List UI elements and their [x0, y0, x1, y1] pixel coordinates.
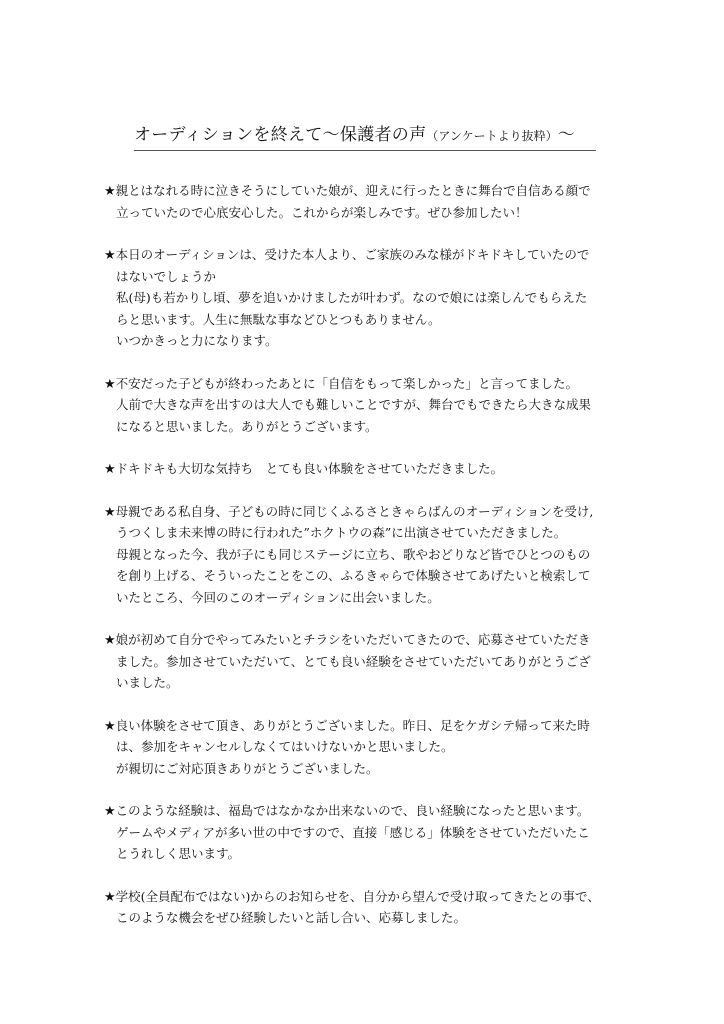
star-icon: ★: [104, 718, 116, 734]
comment-line: [104, 416, 644, 438]
comment-item: [104, 180, 644, 223]
comment-line: [104, 287, 644, 309]
star-icon: ★: [104, 462, 116, 477]
comment-text: 良い体験をさせて頂き、ありがとうございました。昨日、足をケガシテ帰って来た時: [115, 717, 590, 733]
comment-line: [104, 629, 644, 651]
comment-line: [104, 736, 644, 758]
comment-text: いつかきっと力になります。: [116, 333, 278, 348]
comment-text: いたところ、今回のこのオーディションに出会いました。: [116, 589, 440, 605]
comment-text: このような経験は、福島ではなかなか出来ないので、良い経験になったと思います。: [115, 803, 590, 818]
comment-text: 立っていたので心底安心した。これからが楽しみです。ぜひ参加したい！: [116, 204, 528, 220]
comment-item: [104, 629, 644, 694]
star-icon: ★: [104, 504, 116, 520]
page-title: [134, 120, 596, 151]
title-tail: 〜: [557, 125, 575, 145]
comment-text: とうれしく思います。: [116, 846, 241, 861]
comment-text: いました。: [116, 675, 179, 690]
comment-item: [104, 715, 644, 780]
comment-text: 本日のオーディションは、受けた本人より、ご家族のみな様がドキドキしていたので: [115, 247, 590, 262]
comment-line: [104, 907, 644, 929]
comment-line: [104, 651, 644, 673]
comment-line: [104, 458, 644, 480]
comment-text: 親とはなれる時に泣きそうにしていた娘が、迎えに行ったときに舞台で自信ある顔で: [115, 183, 591, 198]
comment-line: [104, 180, 644, 202]
comment-line: [104, 330, 644, 352]
comment-line: [104, 394, 644, 416]
comment-text: ました。参加させていただいて、とても良い経験をさせていただいてありがとうござ: [116, 653, 591, 669]
comment-text: 母親となった今、我が子にも同じステージに立ち、歌やおどりなど皆でひとつのもの: [116, 546, 591, 562]
comment-text: 不安だった子どもが終わったあとに「自信をもって楽しかった」と言ってました。: [115, 375, 579, 391]
star-icon: ★: [104, 376, 116, 392]
star-icon: ★: [104, 184, 116, 199]
comment-line: [104, 715, 644, 737]
comment-line: [104, 266, 644, 288]
comment-line: [104, 672, 644, 694]
star-icon: ★: [104, 889, 116, 905]
comment-line: [104, 800, 644, 822]
comment-item: [104, 886, 644, 929]
comment-text: になると思いました。ありがとうございます。: [116, 418, 378, 434]
comment-line: [104, 373, 644, 395]
comment-line: [104, 886, 644, 908]
comment-list: [104, 180, 644, 950]
comment-text: 人前で大きな声を出すのは大人でも難しいことですが、舞台でもできたら大きな成果: [116, 397, 592, 412]
comment-text: 娘が初めて自分でやってみたいとチラシをいただいてきたので、応募させていただき: [115, 632, 591, 647]
comment-item: [104, 800, 644, 865]
comment-text: うつくしま未来博の時に行われた”ホクトウの森”に出演させていただきました。: [116, 525, 567, 540]
comment-line: [104, 758, 644, 780]
star-icon: ★: [104, 248, 116, 263]
title-main: オーディションを終えて〜保護者の声: [134, 125, 427, 145]
star-icon: ★: [104, 633, 116, 648]
comment-item: [104, 244, 644, 352]
comment-line: [104, 522, 644, 544]
comment-text: ゲームやメディアが多い世の中ですので、直接「感じる」体験をさせていただいたこ: [116, 824, 590, 840]
comment-text: このような機会をぜひ経験したいと話し合い、応募しました。: [116, 910, 467, 925]
comment-line: [104, 843, 644, 865]
star-icon: ★: [104, 804, 116, 819]
comment-item: [104, 501, 644, 609]
comment-line: [104, 822, 644, 844]
comment-line: [104, 501, 644, 523]
comment-text: らと思います。人生に無駄な事などひとつもありません。: [116, 311, 441, 327]
title-subtitle: （アンケートより抜粋）: [426, 129, 558, 143]
comment-text: を創り上げる、そういったことをこの、ふるきゃらで体験させてあげたいと検索して: [116, 568, 591, 583]
comment-text: 学校(全員配布ではない)からのお知らせを、自分から望んで受け取ってきたとの事で、: [115, 888, 600, 904]
comment-line: [104, 587, 644, 609]
comment-text: は、参加をキャンセルしなくてはいけないかと思いました。: [116, 739, 454, 754]
comment-text: が親切にご対応頂きありがとうございました。: [116, 760, 379, 776]
comment-line: [104, 244, 644, 266]
comment-line: [104, 309, 644, 331]
comment-item: [104, 373, 644, 438]
comment-item: [104, 458, 644, 480]
comment-line: [104, 202, 644, 224]
comment-text: 私(母)も若かりし頃、夢を追いかけましたが叶わず。なので娘には楽しんでもらえた: [116, 290, 588, 305]
comment-text: 母親である私自身、子どもの時に同じくふるさときゃらばんのオーディションを受け,: [115, 503, 594, 519]
comment-text: ドキドキも大切な気持ち とても良い体験をさせていただきました。: [115, 461, 504, 476]
comment-line: [104, 565, 644, 587]
comment-text: はないでしょうか: [116, 268, 217, 284]
comment-line: [104, 544, 644, 566]
